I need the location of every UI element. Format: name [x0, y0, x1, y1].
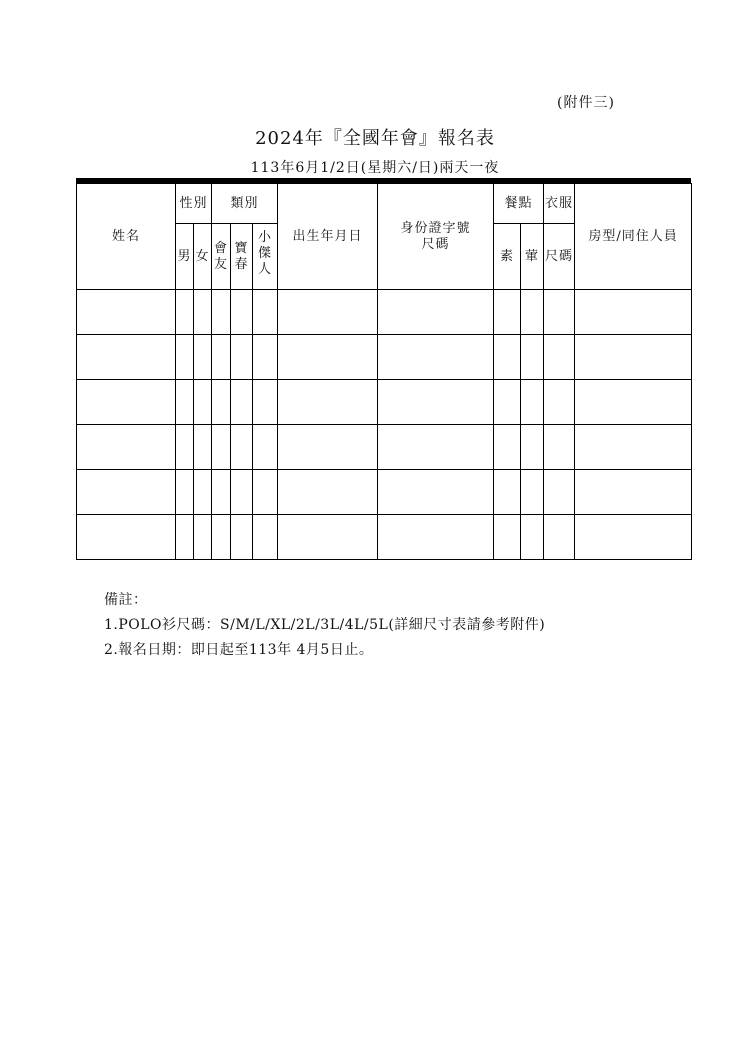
- member-friend-cell[interactable]: [212, 335, 231, 380]
- female-cell[interactable]: [194, 335, 212, 380]
- attachment-label: (附件三): [557, 95, 615, 111]
- name-cell[interactable]: [77, 515, 176, 560]
- header-baochun: 寶春: [231, 224, 253, 290]
- form-title: 2024年『全國年會』報名表: [255, 128, 495, 149]
- room-cell[interactable]: [575, 425, 692, 470]
- vegetarian-cell[interactable]: [494, 515, 521, 560]
- size-cell[interactable]: [544, 290, 575, 335]
- table-row: [77, 335, 692, 380]
- size-cell[interactable]: [544, 515, 575, 560]
- header-name: 姓名: [77, 184, 176, 290]
- baochun-cell[interactable]: [231, 425, 253, 470]
- size-cell[interactable]: [544, 425, 575, 470]
- little-jie-cell[interactable]: [253, 380, 278, 425]
- note-item-registration-deadline: 2.報名日期：即日起至113年 4月5日止。: [104, 642, 374, 658]
- header-meat: 葷: [521, 224, 544, 290]
- header-meal: 餐點: [494, 184, 544, 224]
- birthdate-cell[interactable]: [278, 290, 378, 335]
- vegetarian-cell[interactable]: [494, 380, 521, 425]
- vegetarian-cell[interactable]: [494, 470, 521, 515]
- little-jie-cell[interactable]: [253, 290, 278, 335]
- name-cell[interactable]: [77, 335, 176, 380]
- room-cell[interactable]: [575, 290, 692, 335]
- member-friend-cell[interactable]: [212, 425, 231, 470]
- header-row-top: [77, 184, 692, 224]
- male-cell[interactable]: [176, 425, 194, 470]
- name-cell[interactable]: [77, 380, 176, 425]
- birthdate-cell[interactable]: [278, 425, 378, 470]
- table-row: [77, 515, 692, 560]
- female-cell[interactable]: [194, 470, 212, 515]
- vegetarian-cell[interactable]: [494, 335, 521, 380]
- little-jie-cell[interactable]: [253, 470, 278, 515]
- baochun-cell[interactable]: [231, 380, 253, 425]
- meat-cell[interactable]: [521, 335, 544, 380]
- id-number-cell[interactable]: [378, 380, 494, 425]
- header-clothing-size: 尺碼: [544, 224, 575, 290]
- header-id: [378, 184, 494, 290]
- table-row: [77, 380, 692, 425]
- member-friend-cell[interactable]: [212, 380, 231, 425]
- vegetarian-cell[interactable]: [494, 290, 521, 335]
- header-clothing: 衣服: [544, 184, 575, 224]
- male-cell[interactable]: [176, 335, 194, 380]
- id-number-cell[interactable]: [378, 470, 494, 515]
- name-cell[interactable]: [77, 425, 176, 470]
- baochun-cell[interactable]: [231, 335, 253, 380]
- note-item-polo-sizes: 1.POLO衫尺碼：S/M/L/XL/2L/3L/4L/5L(詳細尺寸表請參考附件): [104, 617, 546, 633]
- header-vegetarian: 素: [494, 224, 521, 290]
- id-number-cell[interactable]: [378, 335, 494, 380]
- birthdate-cell[interactable]: [278, 335, 378, 380]
- id-number-cell[interactable]: [378, 515, 494, 560]
- room-cell[interactable]: [575, 335, 692, 380]
- member-friend-cell[interactable]: [212, 515, 231, 560]
- vegetarian-cell[interactable]: [494, 425, 521, 470]
- birthdate-cell[interactable]: [278, 515, 378, 560]
- header-room: 房型/同住人員: [575, 184, 692, 290]
- little-jie-cell[interactable]: [253, 335, 278, 380]
- meat-cell[interactable]: [521, 470, 544, 515]
- notes-heading: 備註：: [104, 592, 148, 608]
- header-male: 男: [176, 224, 194, 290]
- header-category: 類別: [212, 184, 278, 224]
- male-cell[interactable]: [176, 515, 194, 560]
- id-number-cell[interactable]: [378, 290, 494, 335]
- name-cell[interactable]: [77, 290, 176, 335]
- table-row: [77, 290, 692, 335]
- header-id-number: 身份證字號: [400, 220, 471, 236]
- male-cell[interactable]: [176, 470, 194, 515]
- header-gender: 性別: [176, 184, 212, 224]
- room-cell[interactable]: [575, 470, 692, 515]
- size-cell[interactable]: [544, 380, 575, 425]
- room-cell[interactable]: [575, 380, 692, 425]
- male-cell[interactable]: [176, 290, 194, 335]
- table-row: [77, 425, 692, 470]
- room-cell[interactable]: [575, 515, 692, 560]
- size-cell[interactable]: [544, 335, 575, 380]
- baochun-cell[interactable]: [231, 515, 253, 560]
- meat-cell[interactable]: [521, 290, 544, 335]
- member-friend-cell[interactable]: [212, 470, 231, 515]
- table-row: [77, 470, 692, 515]
- registration-table: [76, 183, 692, 560]
- baochun-cell[interactable]: [231, 470, 253, 515]
- female-cell[interactable]: [194, 425, 212, 470]
- female-cell[interactable]: [194, 290, 212, 335]
- baochun-cell[interactable]: [231, 290, 253, 335]
- little-jie-cell[interactable]: [253, 515, 278, 560]
- male-cell[interactable]: [176, 380, 194, 425]
- member-friend-cell[interactable]: [212, 290, 231, 335]
- name-cell[interactable]: [77, 470, 176, 515]
- meat-cell[interactable]: [521, 425, 544, 470]
- meat-cell[interactable]: [521, 515, 544, 560]
- birthdate-cell[interactable]: [278, 380, 378, 425]
- little-jie-cell[interactable]: [253, 425, 278, 470]
- meat-cell[interactable]: [521, 380, 544, 425]
- size-cell[interactable]: [544, 470, 575, 515]
- header-birthdate: 出生年月日: [278, 184, 378, 290]
- id-number-cell[interactable]: [378, 425, 494, 470]
- header-female: 女: [194, 224, 212, 290]
- birthdate-cell[interactable]: [278, 470, 378, 515]
- female-cell[interactable]: [194, 515, 212, 560]
- header-id-size: 尺碼: [421, 236, 450, 252]
- header-member-friend: 會友: [212, 224, 231, 290]
- notes-section: [104, 588, 545, 663]
- header-little-jie: 小傑人: [253, 224, 278, 290]
- female-cell[interactable]: [194, 380, 212, 425]
- form-subtitle: 113年6月1/2日(星期六/日)兩天一夜: [250, 160, 500, 176]
